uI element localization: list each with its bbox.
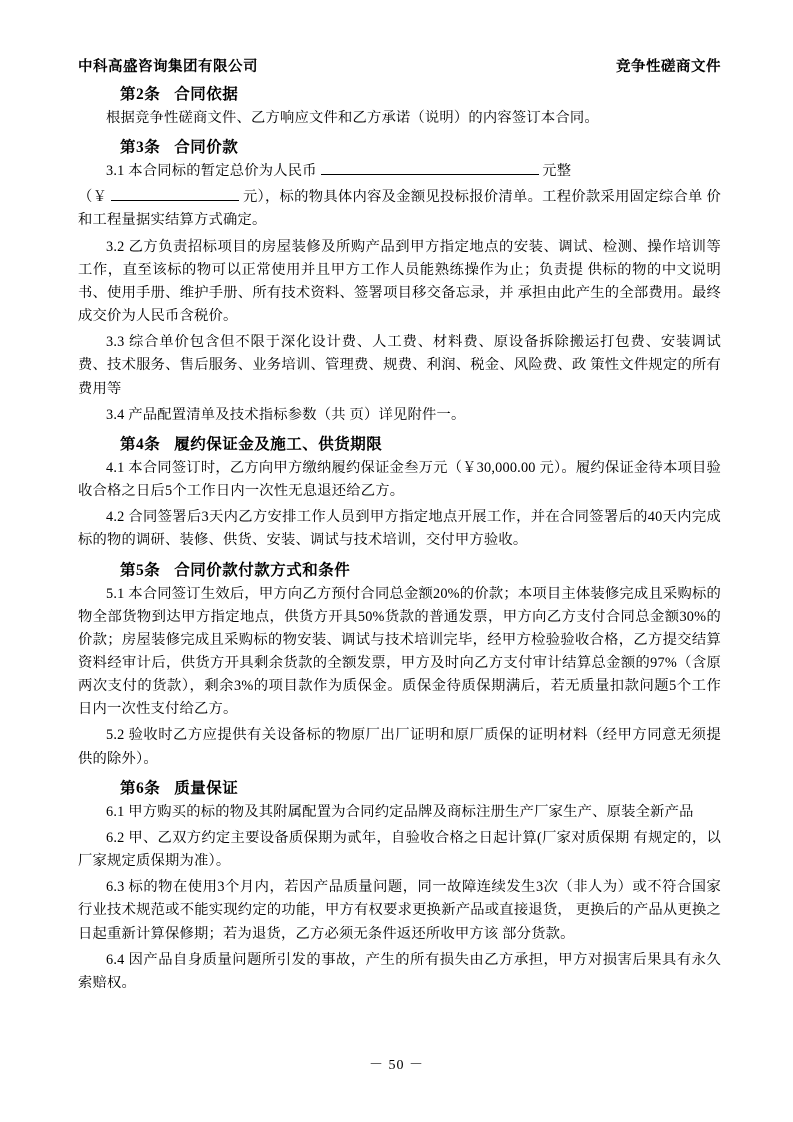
page-number: － 50 － xyxy=(369,1058,424,1073)
clause-2-paragraph-1: 根据竞争性磋商文件、乙方响应文件和乙方承诺（说明）的内容签订本合同。 xyxy=(106,110,599,126)
clause-heading-4 xyxy=(78,432,721,454)
clause-title-4: 履约保证金及施工、供货期限 xyxy=(174,435,383,453)
clause-title-3: 合同价款 xyxy=(174,139,239,157)
page-header xyxy=(78,55,721,76)
clause-4-2-paragraph: 4.2 合同签署后3天内乙方安排工作人员到甲方指定地点开展工作，并在合同签署后的40天内完成标的物的调研、装修、供货、安装、调试与技术培训，交付甲方验收。 xyxy=(78,509,721,549)
clause-number-3: 第3条 xyxy=(120,139,161,157)
clause-3-1-text-d: 元），标的物具体内容及金额见投标报价清单。工程价款采用固定综合单 价和工程量据实结算方式确定。 xyxy=(78,189,721,229)
clause-3-1-text-b: 元整 xyxy=(542,163,572,180)
clause-6-1-paragraph: 6.1 甲方购买的标的物及其附属配置为合同约定品牌及商标注册生产厂家生产、原装全新产品 xyxy=(106,803,694,820)
clause-number-5: 第5条 xyxy=(120,561,161,579)
clause-3-3-paragraph: 3.3 综合单价包含但不限于深化设计费、人工费、材料费、原设备拆除搬运打包费、安装调试费、技术服务、售后服务、业务培训、管理费、规费、利润、税金、风险费、政 策性文件规定的所有费用等 xyxy=(78,334,721,397)
clause-heading-6 xyxy=(78,776,721,798)
contract-total-amount-blank[interactable] xyxy=(321,174,539,175)
clause-4-1-paragraph: 4.1 本合同签订时，乙方向甲方缴纳履约保证金叁万元（￥30,000.00 元）。履约保证金待本项目验收合格之日后5个工作日内一次性无息退还给乙方。 xyxy=(78,459,721,500)
clause-heading-2 xyxy=(78,82,721,104)
clause-number-4: 第4条 xyxy=(120,435,161,453)
page-footer xyxy=(0,1054,793,1074)
clause-6-3-paragraph: 6.3 标的物在使用3个月内，若因产品质量问题，同一故障连续发生3次（非人为）或不符合国家行业技术规范或不能实现约定的功能，甲方有权要求更换新产品或直接退货， 更换后的产品从更换之日起重新计算保修期；若为退货，乙方必须无条件返还所收甲方该 部分货款。 xyxy=(78,879,721,942)
clause-number-6: 第6条 xyxy=(120,779,161,797)
clause-title-6: 质量保证 xyxy=(174,779,239,797)
contract-amount-figures-blank[interactable] xyxy=(111,200,239,201)
clause-heading-5 xyxy=(78,558,721,580)
clause-3-1-text-c: （￥ xyxy=(78,189,108,206)
clause-6-4-paragraph: 6.4 因产品自身质量问题所引发的事故，产生的所有损失由乙方承担，甲方对损害后果具有永久索赔权。 xyxy=(78,951,721,991)
clause-3-2-paragraph: 3.2 乙方负责招标项目的房屋装修及所购产品到甲方指定地点的安装、调试、检测、操作培训等工作，直至该标的物可以正常使用并且甲方工作人员能熟练操作为止；负责提 供标的物的中文说明书、使用手册、维护手册、所有技术资料、签署项目移交备忘录，并 承担由此产生的全部费用。最终成交价为人民币含税价。 xyxy=(78,238,721,325)
header-document-type: 竞争性磋商文件 xyxy=(616,59,721,75)
clause-3-1-line-1 xyxy=(78,160,721,183)
clause-6-2-paragraph: 6.2 甲、乙双方约定主要设备质保期为贰年，自验收合格之日起计算(厂家对质保期 有规定的，以厂家规定质保期为准）。 xyxy=(78,829,721,870)
clause-5-2-paragraph: 5.2 验收时乙方应提供有关设备标的物原厂出厂证明和原厂质保的证明材料（经甲方同意无须提供的除外）。 xyxy=(78,727,721,767)
clause-3-1-text-a: 3.1 本合同标的暂定总价为人民币 xyxy=(106,163,317,180)
clause-3-4-paragraph: 3.4 产品配置清单及技术指标参数（共 页）详见附件一。 xyxy=(106,406,466,423)
header-company-name: 中科高盛咨询集团有限公司 xyxy=(78,59,258,75)
clause-3-1-line-2 xyxy=(78,186,721,232)
clause-title-5: 合同价款付款方式和条件 xyxy=(174,561,351,579)
clause-title-2: 合同依据 xyxy=(174,86,239,103)
clause-heading-3 xyxy=(78,135,721,157)
clause-number-2: 第2条 xyxy=(120,86,161,103)
clause-5-1-paragraph: 5.1 本合同签订生效后，甲方向乙方预付合同总金额20%的价款；本项目主体装修完成且采购标的物全部货物到达甲方指定地点，供货方开具50%货款的普通发票，甲方向乙方支付合同总金额30%的价款；房屋装修完成且采购标的物安装、调试与技术培训完毕，经甲方检验验收合格，乙方提交结算资料经审计后，供货方开具剩余货款的全额发票，甲方及时向乙方支付审计结算总金额的97%（含原两次支付的货款），剩余3%的项目款作为质保金。质保金待质保期满后，若无质量扣款问题5个工作日内一次性支付给乙方。 xyxy=(78,585,721,718)
